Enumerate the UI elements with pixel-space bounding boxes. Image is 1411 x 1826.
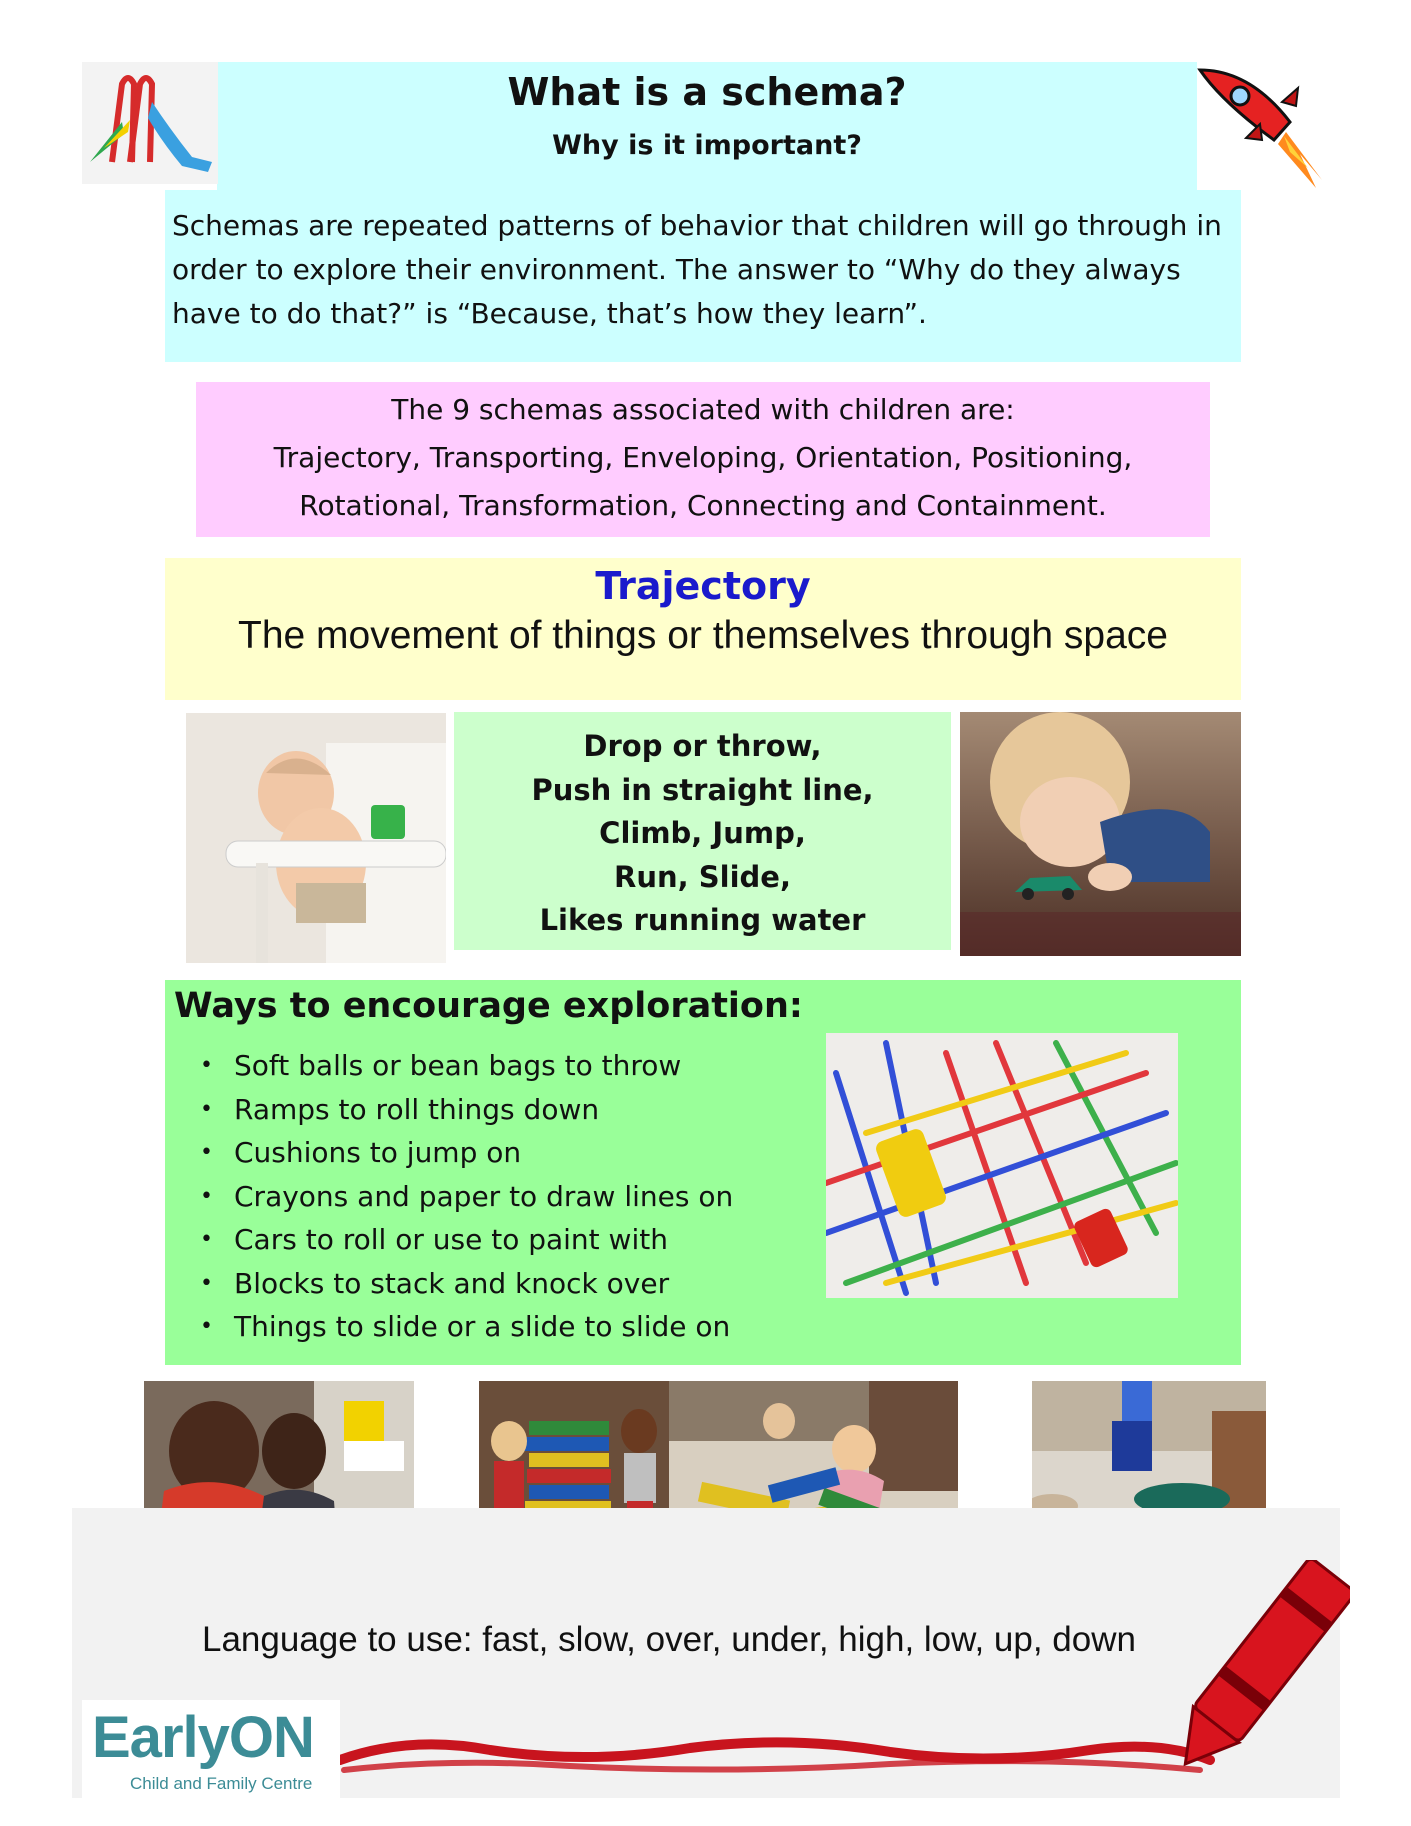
- intro-line: Schemas are repeated patterns of behavior that children will go through in: [172, 209, 1222, 242]
- list-item: • Blocks to stack and knock over: [200, 1266, 670, 1300]
- trajectory-box: [165, 558, 1241, 700]
- logo-subtitle: Child and Family Centre: [130, 1774, 313, 1793]
- rocket-icon: [1190, 62, 1330, 190]
- crayon-icon: [330, 1560, 1350, 1800]
- page-subtitle: Why is it important?: [552, 130, 862, 161]
- ways-list: [196, 1044, 733, 1349]
- ways-title: Ways to encourage exploration:: [174, 986, 803, 1026]
- car-paint-lines-photo: [826, 1033, 1178, 1298]
- action-item: Run, Slide,: [614, 859, 791, 894]
- schemas-list-line: Rotational, Transformation, Connecting and Containment.: [299, 489, 1107, 522]
- list-item: • Cushions to jump on: [200, 1136, 522, 1169]
- logo-wordmark: EarlyON: [92, 1705, 314, 1770]
- trajectory-actions-box: [454, 712, 951, 950]
- intro-paragraph: [165, 190, 1241, 362]
- schemas-list-line: Trajectory, Transporting, Enveloping, Orientation, Positioning,: [273, 441, 1133, 474]
- child-toy-car-photo: [960, 712, 1241, 956]
- page-title: What is a schema?: [507, 70, 907, 114]
- baby-highchair-photo: [186, 713, 446, 963]
- trajectory-title: Trajectory: [595, 564, 811, 608]
- trajectory-definition: The movement of things or themselves through space: [238, 614, 1168, 657]
- schemas-heading: The 9 schemas associated with children are:: [391, 393, 1015, 426]
- list-item: • Things to slide or a slide to slide on: [200, 1310, 731, 1343]
- list-item: • Soft balls or bean bags to throw: [200, 1049, 682, 1082]
- action-item: Push in straight line,: [531, 772, 874, 807]
- action-item: Drop or throw,: [583, 729, 822, 763]
- action-item: Likes running water: [539, 903, 866, 937]
- list-item: • Crayons and paper to draw lines on: [200, 1179, 734, 1213]
- list-item: • Cars to roll or use to paint with: [200, 1223, 668, 1256]
- language-to-use: Language to use: fast, slow, over, under, high, low, up, down: [202, 1620, 1136, 1659]
- intro-line: have to do that?” is “Because, that’s how they learn”.: [172, 297, 927, 330]
- action-item: Climb, Jump,: [599, 816, 806, 850]
- schemas-box: [196, 382, 1210, 537]
- intro-line: order to explore their environment. The answer to “Why do they always: [172, 253, 1181, 286]
- list-item: • Ramps to roll things down: [200, 1092, 600, 1126]
- slide-icon: [82, 62, 218, 184]
